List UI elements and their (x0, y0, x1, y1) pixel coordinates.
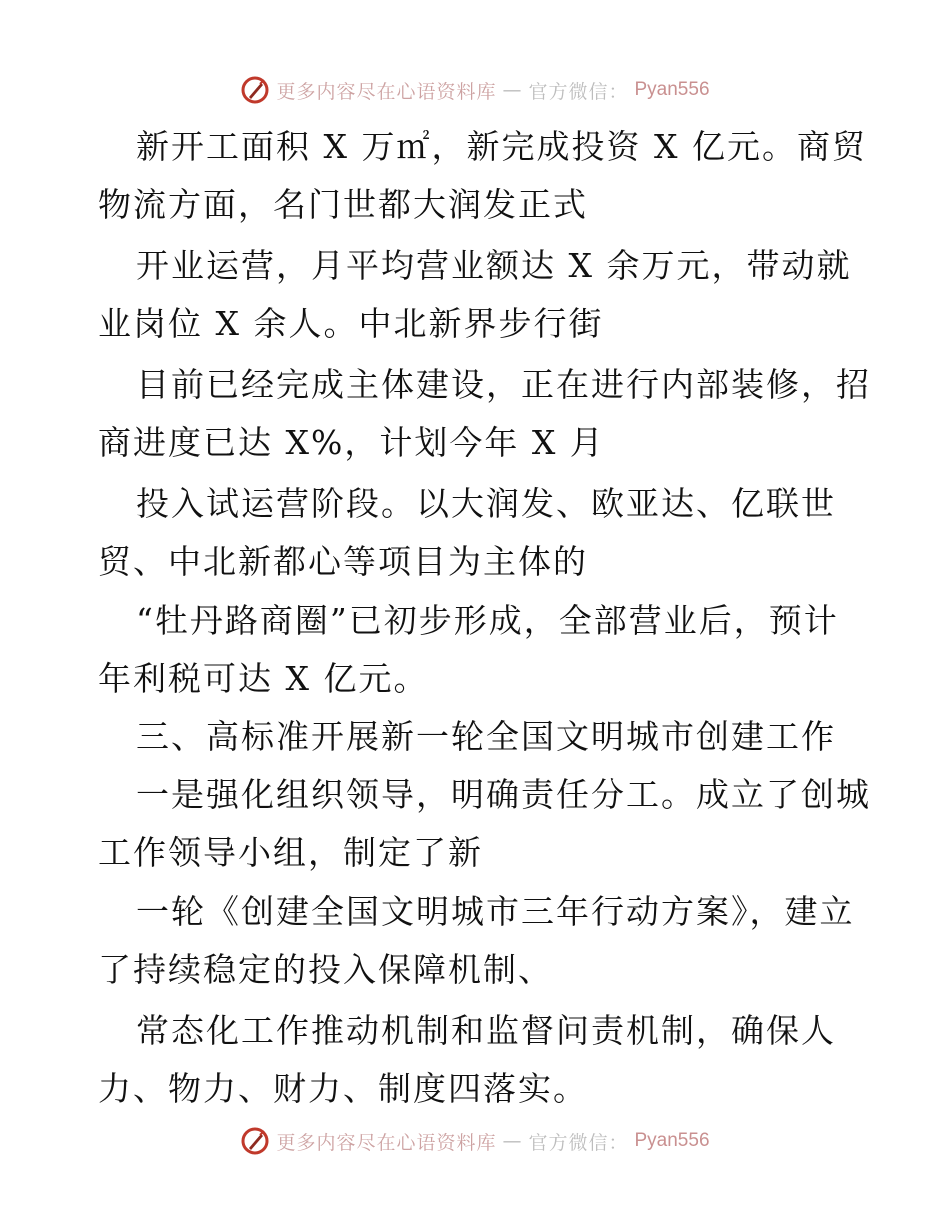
watermark-main-text: 更多内容尽在心语资料库 (276, 1131, 497, 1154)
quill-logo-icon (240, 75, 270, 105)
paragraph (98, 237, 858, 353)
quill-logo-icon (240, 1126, 270, 1156)
paragraph-line: 新开工面积 X 万㎡，新完成投资 X 亿元。商贸 (136, 127, 867, 166)
paragraph-line: 年利税可达 X 亿元。 (98, 659, 429, 698)
paragraph (98, 592, 858, 708)
paragraph-line: 贸、中北新都心等项目为主体的 (98, 542, 588, 581)
paragraph-line: 目前已经完成主体建设，正在进行内部装修，招 (136, 365, 871, 404)
paragraph (98, 356, 871, 472)
paragraph-line: 一轮《创建全国文明城市三年行动方案》，建立 (136, 892, 855, 931)
paragraph (98, 766, 871, 882)
section-heading (98, 708, 858, 766)
watermark-handle: Pyan556 (634, 79, 710, 100)
paragraph-line: 力、物力、财力、制度四落实。 (98, 1069, 588, 1108)
paragraph-line: 物流方面，名门世都大润发正式 (98, 185, 588, 224)
paragraph-line: 工作领导小组，制定了新 (98, 833, 483, 872)
paragraph (98, 1002, 858, 1118)
watermark-wechat-label: 官方微信： (528, 80, 629, 103)
paragraph-line: 投入试运营阶段。以大润发、欧亚达、亿联世 (136, 484, 836, 523)
paragraph-line: 商进度已达 X%，计划今年 X 月 (98, 423, 605, 462)
watermark-handle: Pyan556 (634, 1130, 710, 1151)
watermark-dash: — (502, 1130, 523, 1152)
paragraph-line: 了持续稳定的投入保障机制、 (98, 950, 553, 989)
watermark-dash: — (502, 79, 523, 101)
paragraph (98, 475, 858, 591)
footer-watermark (0, 1121, 950, 1161)
watermark-wechat-label: 官方微信： (528, 1131, 629, 1154)
paragraph-line: “牡丹路商圈”已初步形成，全部营业后，预计 (136, 601, 839, 640)
paragraph-line: 常态化工作推动机制和监督问责机制，确保人 (136, 1011, 836, 1050)
paragraph (98, 118, 867, 234)
paragraph-line: 业岗位 X 余人。中北新界步行街 (98, 304, 604, 343)
paragraph-line: 开业运营，月平均营业额达 X 余万元，带动就 (136, 246, 852, 285)
paragraph-line: 三、高标准开展新一轮全国文明城市创建工作 (136, 717, 836, 756)
header-watermark (0, 70, 950, 110)
paragraph (98, 883, 858, 999)
watermark-main-text: 更多内容尽在心语资料库 (276, 80, 497, 103)
paragraph-line: 一是强化组织领导，明确责任分工。成立了创城 (136, 775, 871, 814)
